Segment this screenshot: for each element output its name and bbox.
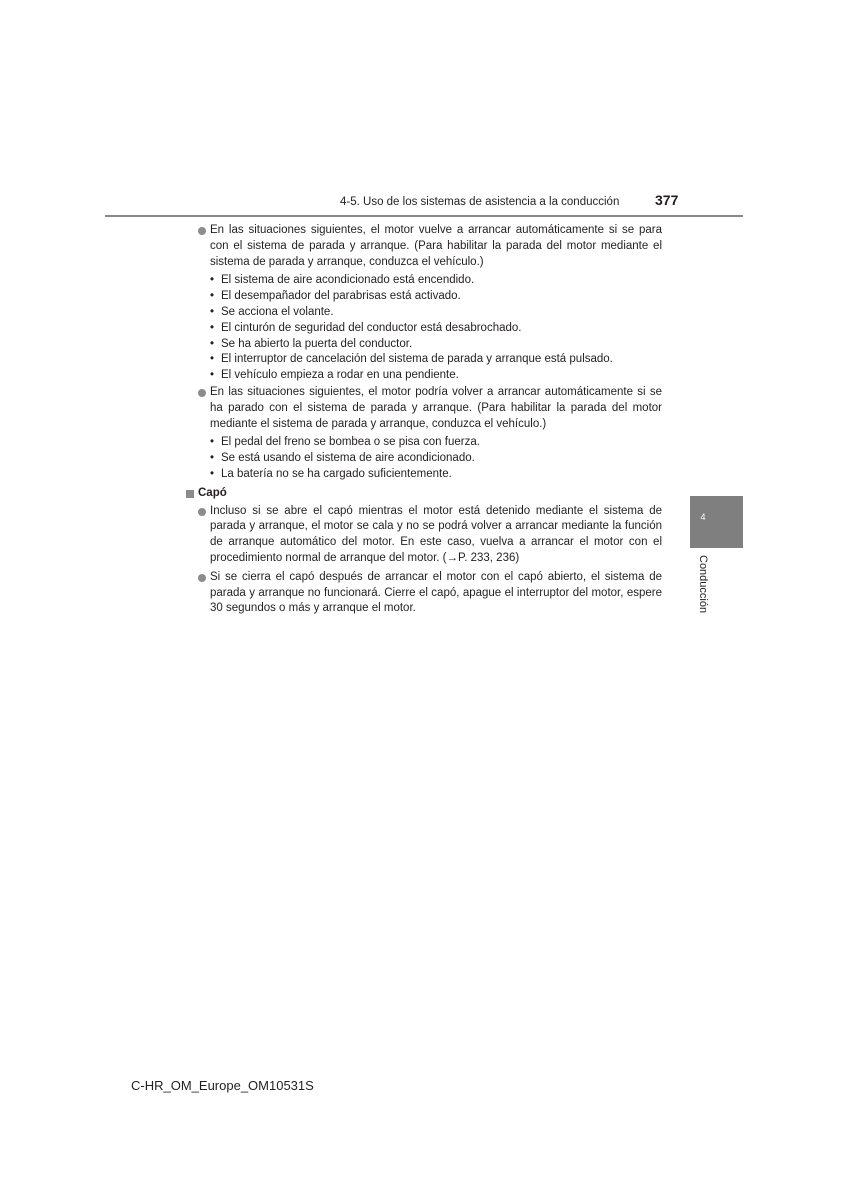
dot-bullet-icon: • (210, 337, 215, 350)
section-title: 4-5. Uso de los sistemas de asistencia a la conducción (340, 196, 620, 208)
circle-bullet-icon (198, 508, 206, 516)
list-item-text: Se ha abierto la puerta del conductor. (221, 337, 413, 350)
dot-bullet-icon: • (210, 321, 215, 334)
chapter-label: Conducción (697, 555, 709, 614)
dot-bullet-icon: • (210, 290, 215, 303)
list-item (186, 435, 662, 451)
circle-bullet-icon (198, 574, 206, 582)
circle-bullet-icon (198, 227, 206, 235)
main-content (186, 223, 662, 620)
circle-bullet-icon (198, 389, 206, 397)
list-item-text: El cinturón de seguridad del conductor está desabrochado. (221, 321, 522, 334)
list-item-text: La batería no se ha cargado suficientemente. (221, 467, 452, 480)
heading-text: Capó (198, 486, 227, 499)
dot-bullet-icon: • (210, 452, 215, 465)
dot-bullet-icon: • (210, 305, 215, 318)
capo-paragraph-open (186, 504, 662, 567)
list-item-text: El vehículo empieza a rodar en una pendiente. (221, 369, 459, 382)
possible-restart-paragraph (186, 385, 662, 432)
paragraph-text: En las situaciones siguientes, el motor vuelve a arrancar automáticamente si se para con el sistema de parada y arranque. (Para habilitar la parada del motor mediante el sistema de parada y arranque, conduzca el vehículo.) (210, 224, 662, 268)
capo-heading (186, 486, 662, 502)
list-item-text: Se acciona el volante. (221, 305, 334, 318)
paragraph-text: Si se cierra el capó después de arrancar el motor con el capó abierto, el sistema de parada y arranque no funcionará. Cierre el capó, apague el interruptor del motor, espere 30 segundos o más y arranque el motor. (210, 570, 662, 615)
paragraph-text: En las situaciones siguientes, el motor podría volver a arrancar automáticamente si se ha parado con el sistema de parada y arranque. (Para habilitar la parada del motor mediante el sistema de parada y arranque, conduzca el vehículo.) (210, 385, 662, 430)
list-item (186, 337, 662, 353)
document-code: C-HR_OM_Europe_OM10531S (131, 1078, 314, 1093)
list-item (186, 451, 662, 467)
chapter-tab (690, 496, 743, 548)
restart-conditions-list (186, 273, 662, 384)
list-item (186, 368, 662, 384)
list-item (186, 352, 662, 368)
possible-restart-list (186, 435, 662, 482)
chapter-number: 4 (700, 512, 706, 522)
list-item (186, 321, 662, 337)
list-item-text: El interruptor de cancelación del sistema de parada y arranque está pulsado. (221, 353, 613, 366)
list-item (186, 273, 662, 289)
list-item (186, 305, 662, 321)
dot-bullet-icon: • (210, 274, 215, 287)
list-item-text: El desempañador del parabrisas está activado. (221, 290, 461, 303)
square-bullet-icon (186, 490, 194, 498)
dot-bullet-icon: • (210, 353, 215, 366)
list-item-text: Se está usando el sistema de aire acondicionado. (221, 452, 475, 465)
paragraph-text: Incluso si se abre el capó mientras el motor está detenido mediante el sistema de parada y arranque, el motor se cala y no se podrá volver a arrancar mediante la función de arranque automático del motor. En este caso, vuelva a arrancar el motor con el procedimiento normal de arranque del motor. (→P. 233, 236) (210, 504, 662, 564)
capo-paragraph-close (186, 570, 662, 617)
dot-bullet-icon: • (210, 436, 215, 449)
list-item-text: El sistema de aire acondicionado está encendido. (221, 274, 475, 287)
restart-conditions-paragraph (186, 223, 662, 270)
list-item-text: El pedal del freno se bombea o se pisa con fuerza. (221, 436, 480, 449)
page-number: 377 (655, 192, 679, 208)
dot-bullet-icon: • (210, 467, 215, 480)
list-item (186, 467, 662, 483)
list-item (186, 289, 662, 305)
dot-bullet-icon: • (210, 369, 215, 382)
header-divider (105, 215, 743, 217)
